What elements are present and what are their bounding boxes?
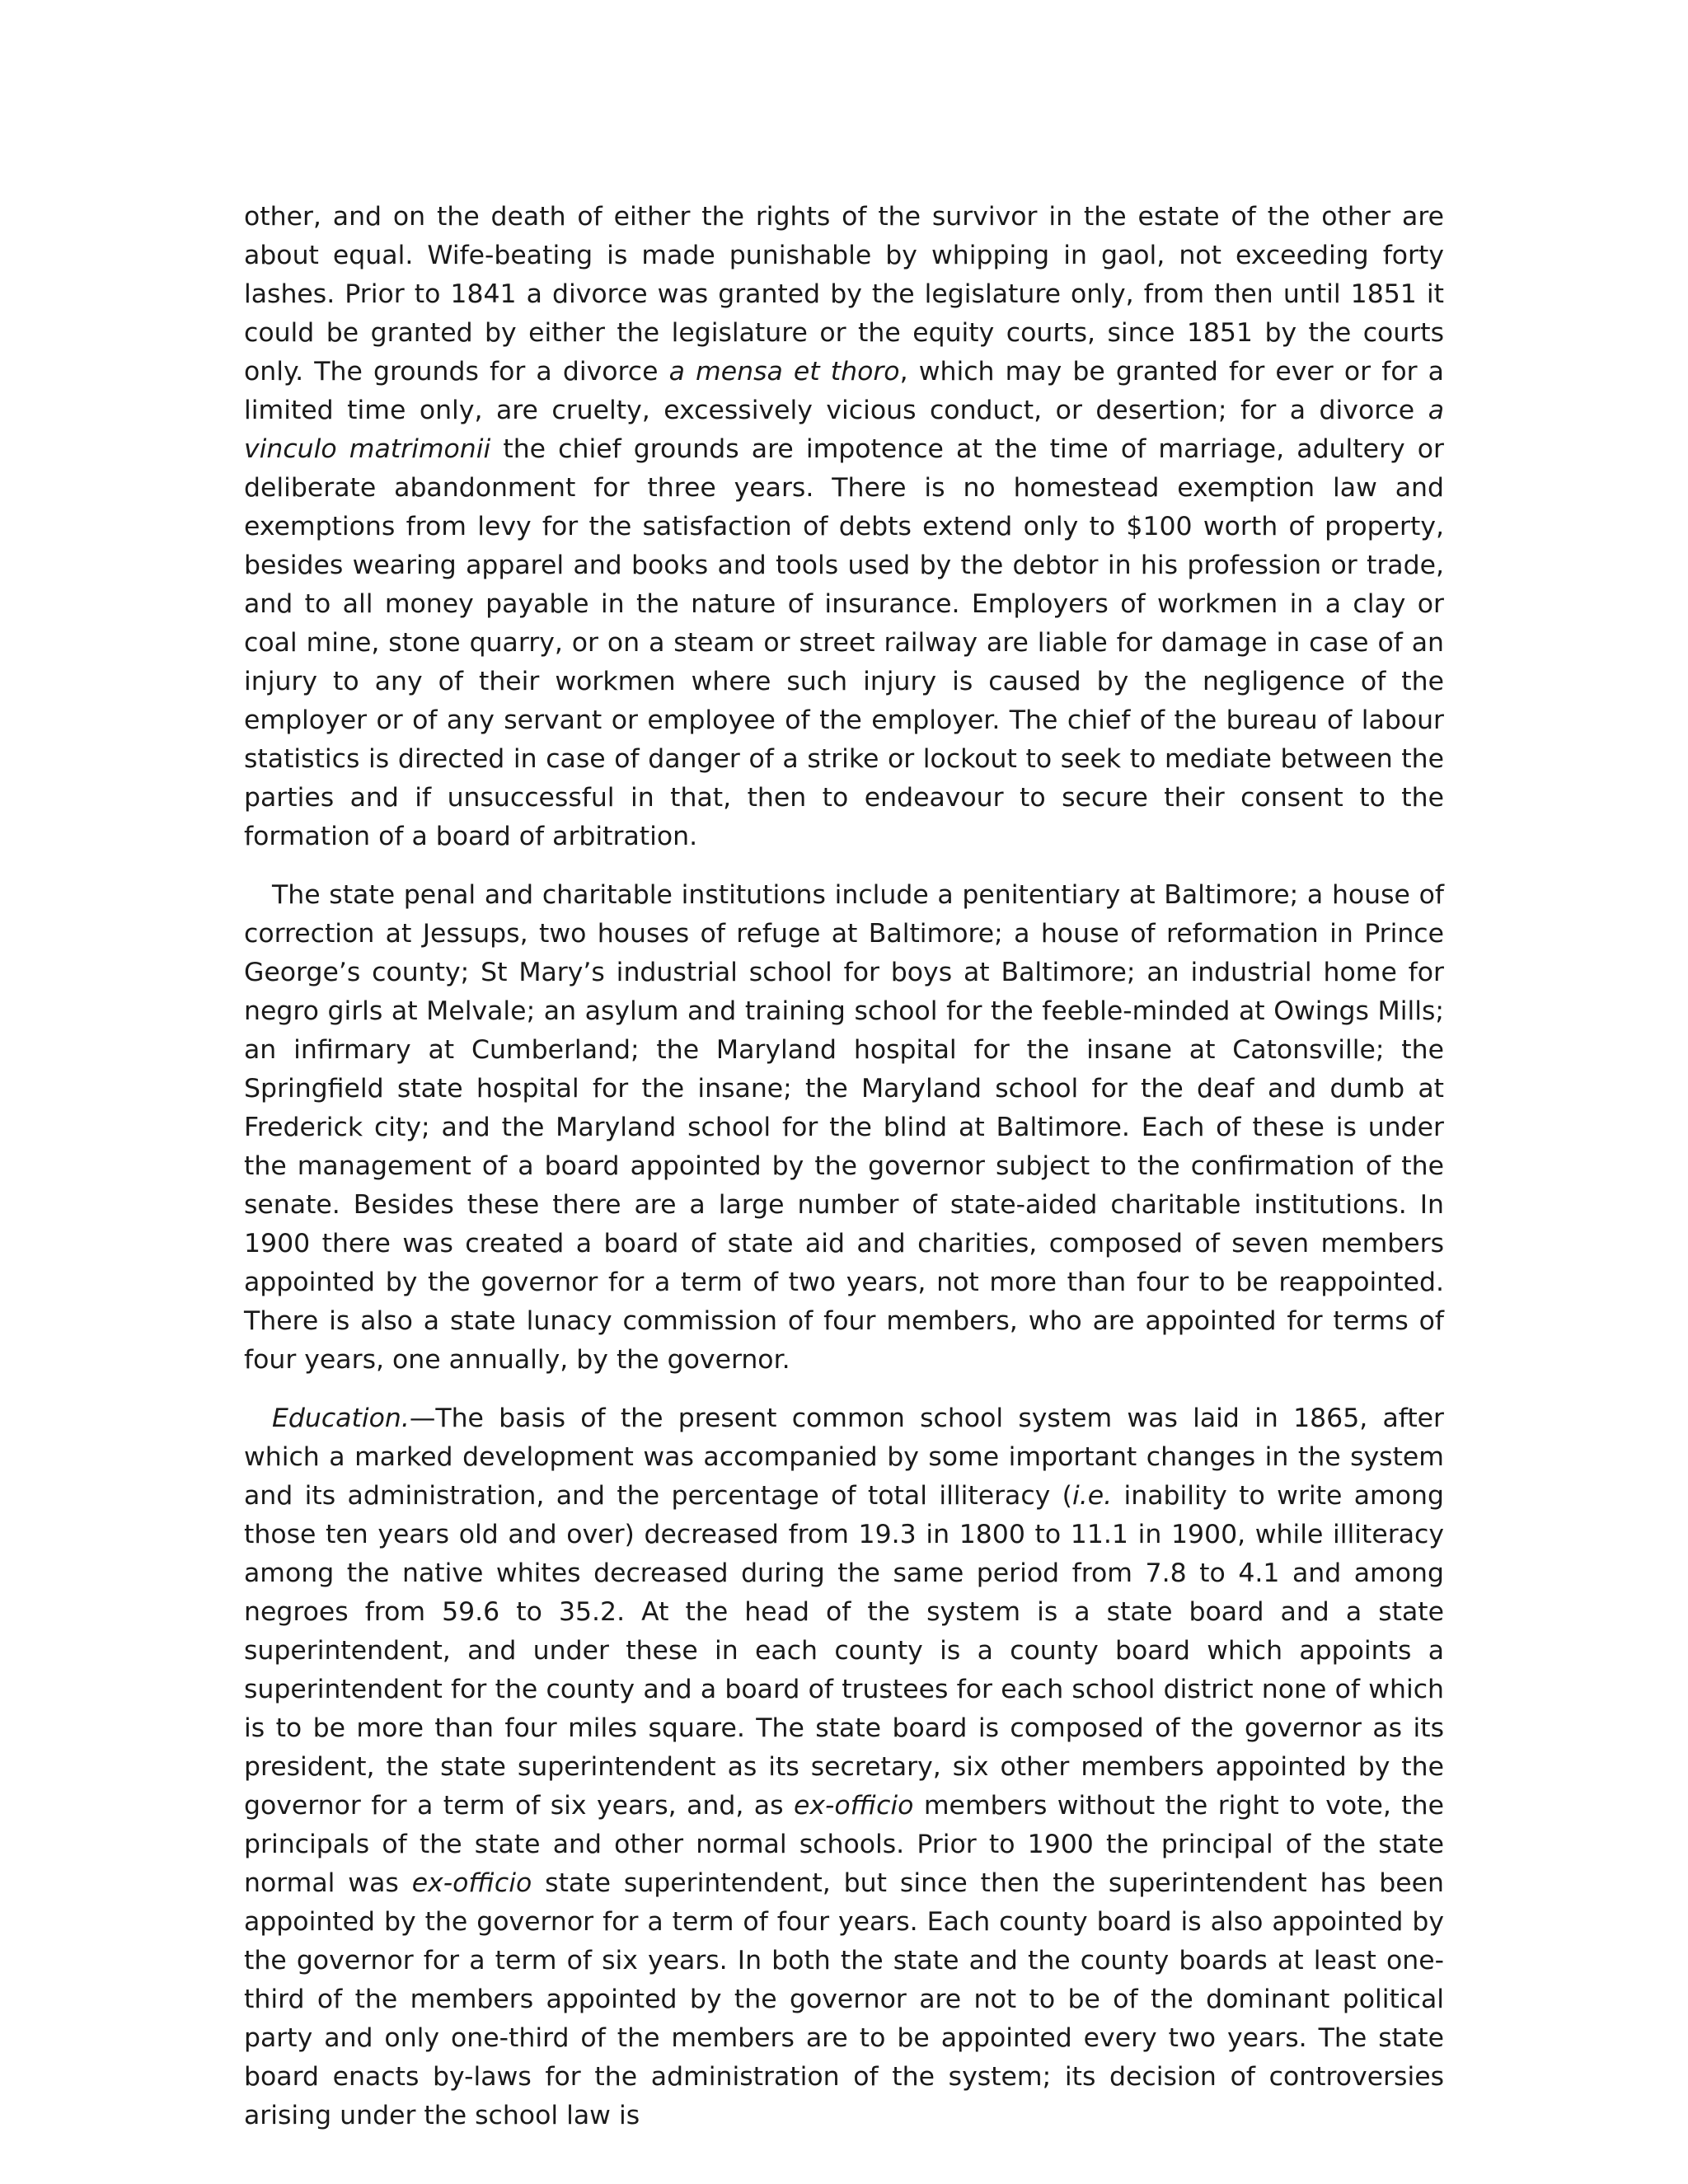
italic-term-ex-officio: ex-officio [793,1791,914,1821]
document-page [244,198,1444,2155]
paragraph-divorce-and-labour [244,198,1444,856]
text-run: members without the right to vote, the principals of the state and other normal schools. Prior to 1900 the principal of the state normal was [244,1791,1444,1898]
text-run: The state penal and charitable institutions include a penitentiary at Baltimore; a house of correction at Jessups, two houses of refuge at Baltimore; a house of reformation in Prince George’s county; St Mary’s industrial school for boys at Baltimore; an industrial home for negro girls at Melvale; an asylum and training school for the feeble-minded at Owings Mills; an infirmary at Cumberland; the Maryland hospital for the insane at Catonsville; the Springfield state hospital for the insane; the Maryland school for the deaf and dumb at Frederick city; and the Maryland school for the blind at Baltimore. Each of these is under the management of a board appointed by the governor subject to the confirmation of the senate. Besides these there are a large number of state-aided charitable institutions. In 1900 there was created a board of state aid and charities, composed of seven members appointed by the governor for a term of two years, not more than four to be reappointed. There is also a state lunacy commission of four members, who are appointed for terms of four years, one annually, by the governor. [244,880,1444,1375]
paragraph-education [244,1399,1444,2135]
text-run: , which may be granted for ever or for a limited time only, are cruelty, excessively vicious conduct, or desertion; for a divorce [244,357,1444,425]
paragraph-penal-institutions [244,876,1444,1380]
italic-term-ex-officio: ex-officio [411,1868,532,1898]
text-run: other, and on the death of either the rights of the survivor in the estate of the other are about equal. Wife-beating is made punishable by whipping in gaol, not exceeding forty lashes. Prior to 1841 a divorce was granted by the legislature only, from then until 1851 it could be granted by either the legislature or the equity courts, since 1851 by the courts only. The grounds for a divorce [244,202,1444,387]
italic-term-a-vinculo-matrimonii: a vinculo matrimonii [244,396,1444,464]
text-run: state superintendent, but since then the superintendent has been appointed by the governor for a term of four years. Each county board is also appointed by the governor for a term of six years. In both the state and the county boards at least one-third of the members appointed by the governor are not to be of the dominant political party and only one-third of the members are to be appointed every two years. The state board enacts by-laws for the administration of the system; its decision of controversies arising under the school law is [244,1868,1444,2130]
section-heading-education: Education. [272,1404,410,1433]
text-run: —The basis of the present common school system was laid in 1865, after which a marked development was accompanied by some important changes in the system and its administration, and the percentage of total illiteracy ( [244,1404,1444,1511]
italic-term-ie: i.e. [1071,1481,1113,1511]
text-run: the chief grounds are impotence at the time of marriage, adultery or deliberate abandonment for three years. There is no homestead exemption law and exemptions from levy for the satisfaction of debts extend only to $100 worth of property, besides wearing apparel and books and tools used by the debtor in his profession or trade, and to all money payable in the nature of insurance. Employers of workmen in a clay or coal mine, stone quarry, or on a steam or street railway are liable for damage in case of an injury to any of their workmen where such injury is caused by the negligence of the employer or of any servant or employee of the employer. The chief of the bureau of labour statistics is directed in case of danger of a strike or lockout to seek to mediate between the parties and if unsuccessful in that, then to endeavour to secure their consent to the formation of a board of arbitration. [244,434,1444,851]
text-run: inability to write among those ten years old and over) decreased from 19.3 in 1800 to 11.1 in 1900, while illiteracy among the native whites decreased during the same period from 7.8 to 4.1 and among negroes from 59.6 to 35.2. At the head of the system is a state board and a state superintendent, and under these in each county is a county board which appoints a superintendent for the county and a board of trustees for each school district none of which is to be more than four miles square. The state board is composed of the governor as its president, the state superintendent as its secretary, six other members appointed by the governor for a term of six years, and, as [244,1481,1444,1821]
italic-term-a-mensa-et-thoro: a mensa et thoro [668,357,900,387]
